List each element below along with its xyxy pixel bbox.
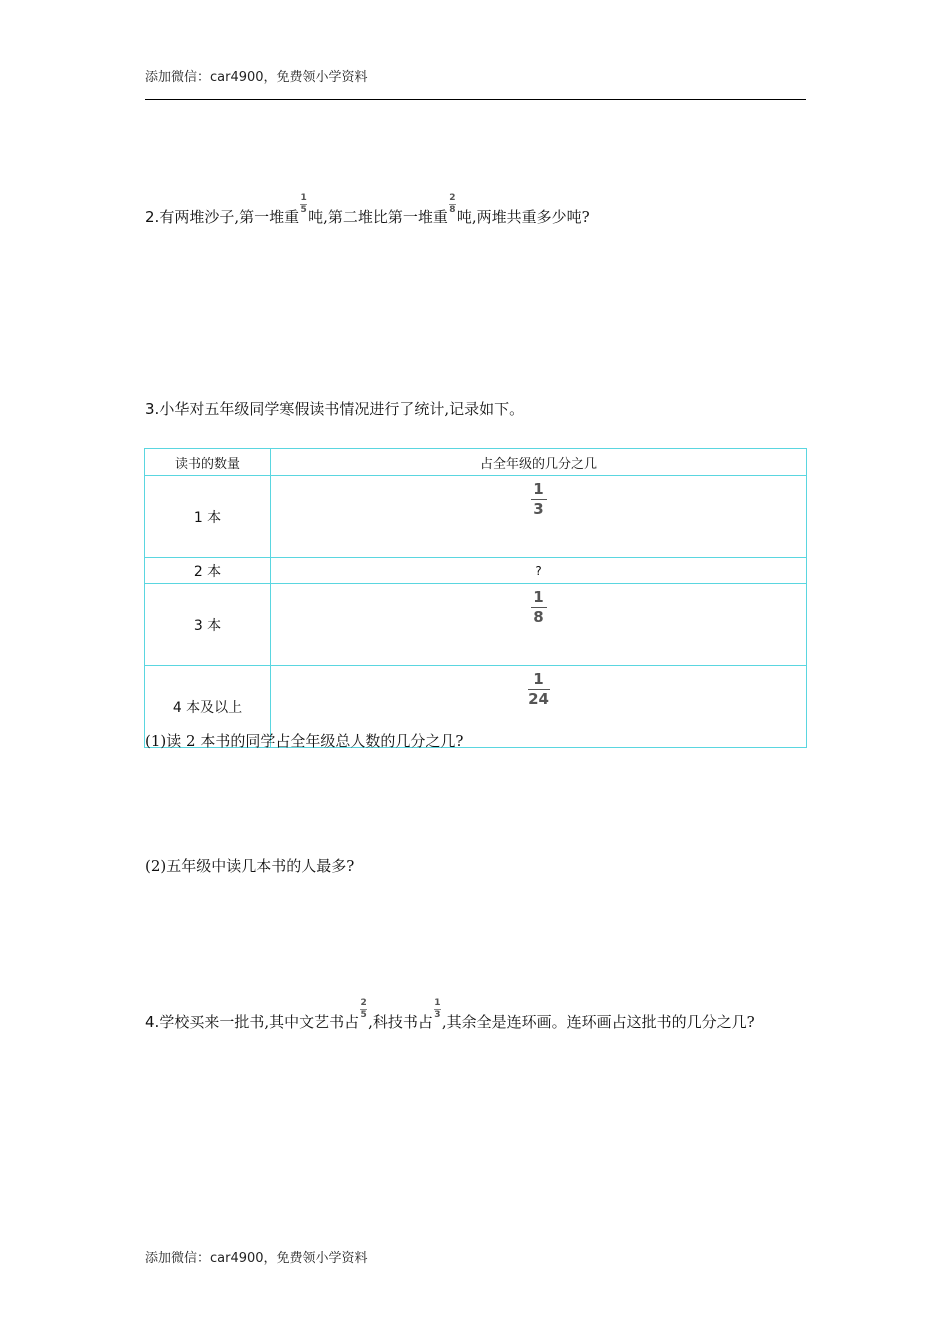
- table-header-cell: 占全年级的几分之几: [271, 449, 807, 476]
- sub-question-1: (1)读 2 本书的同学占全年级总人数的几分之几?: [145, 732, 464, 750]
- table-cell-count: 4 本及以上: [145, 666, 271, 748]
- question-text: 吨,两堆共重多少吨?: [456, 208, 590, 226]
- table-header-row: [145, 449, 807, 476]
- table-cell-fraction: [271, 584, 807, 666]
- table-row: [145, 476, 807, 558]
- table-cell-fraction: [271, 476, 807, 558]
- question-text: ,其余全是连环画。连环画占这批书的几分之几?: [441, 1013, 755, 1031]
- fraction: $\frac{1}{8}$: [531, 590, 547, 625]
- question-text: ,科技书占: [368, 1013, 433, 1031]
- sub-question-2: (2)五年级中读几本书的人最多?: [145, 857, 355, 875]
- question-4: [145, 998, 755, 1042]
- reading-stats-table: [144, 448, 807, 748]
- table-cell-count: 3 本: [145, 584, 271, 666]
- table-cell-count: 1 本: [145, 476, 271, 558]
- fraction: $\frac{1}{5}$: [300, 193, 307, 215]
- fraction: $\frac{2}{5}$: [360, 998, 367, 1020]
- table-row: [145, 584, 807, 666]
- table-cell-count: 2 本: [145, 558, 271, 584]
- table-header-cell: 读书的数量: [145, 449, 271, 476]
- table-cell-value: ?: [271, 558, 807, 584]
- fraction: $\frac{1}{3}$: [434, 998, 441, 1020]
- table-row: [145, 558, 807, 584]
- question-text: 吨,第二堆比第一堆重: [308, 208, 448, 226]
- page-footer: 添加微信：car4900，免费领小学资料: [145, 1251, 368, 1266]
- question-text: 有两堆沙子,第一堆重: [159, 208, 300, 226]
- fraction: $\frac{1}{24}$: [528, 670, 549, 708]
- question-text: 学校买来一批书,其中文艺书占: [159, 1013, 360, 1031]
- question-text: 小华对五年级同学寒假读书情况进行了统计,记录如下。: [159, 400, 525, 418]
- fraction: $\frac{1}{3}$: [531, 482, 547, 517]
- fraction: $\frac{2}{8}$: [449, 193, 456, 215]
- question-number: 2.: [145, 208, 160, 226]
- header-divider: [145, 99, 806, 100]
- question-number: 3.: [145, 400, 160, 418]
- question-number: 4.: [145, 1013, 160, 1031]
- question-3: [145, 399, 524, 419]
- question-2: [145, 193, 590, 237]
- page-header: 添加微信：car4900，免费领小学资料: [145, 70, 368, 85]
